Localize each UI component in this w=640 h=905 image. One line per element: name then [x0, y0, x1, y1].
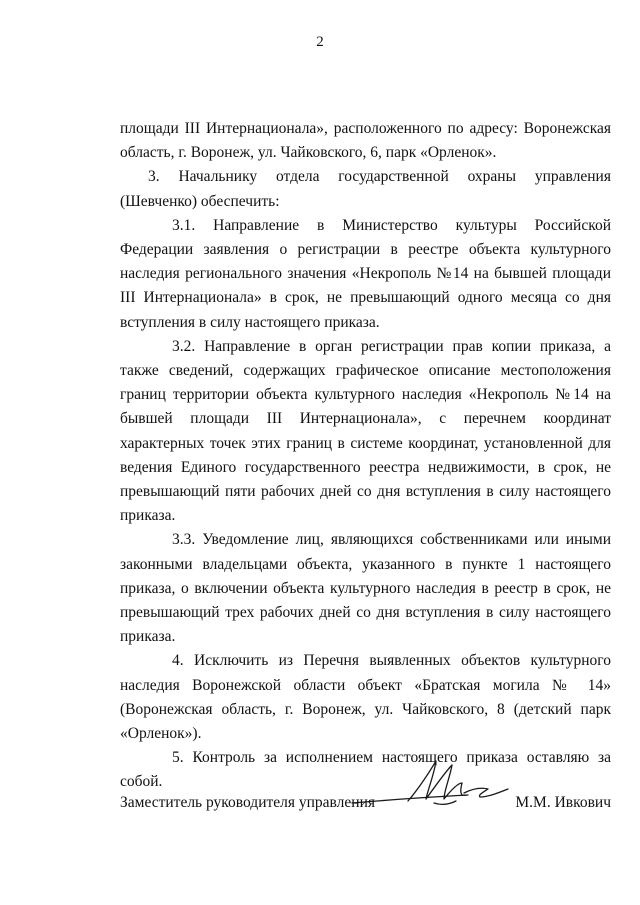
page-number: 2 — [316, 34, 324, 50]
paragraph-3-1: 3.1. Направление в Министерство культуры Российской Федерации заявления о регистрации в реестре объекта культурного наследия регионального значения «Некрополь №14 на бывшей площади III Интернационала» в срок, не превышающий одного месяца со дня вступления в силу настоящего приказа. — [120, 216, 611, 331]
signatory-name: М.М. Ивкович — [515, 794, 611, 811]
paragraph-3-word: отдела — [275, 168, 320, 186]
signature-block — [120, 787, 611, 827]
paragraph-5: 5. Контроль за исполнением настоящего приказа оставляю за собой. — [120, 749, 611, 791]
handwritten-signature-icon — [348, 757, 518, 829]
paragraph-continuation: площади III Интернационала», расположенного по адресу: Воронежская область, г. Воронеж, ул. Чайковского, 6, парк «Орленок». — [120, 120, 611, 162]
paragraph-3-rest: (Шевченко) обеспечить: — [120, 192, 280, 210]
paragraph-4: 4. Исключить из Перечня выявленных объектов культурного наследия Воронежской области объект «Братская могила № 14» (Воронежская область, г. Воронеж, ул. Чайковского, 8 (детский парк «Орленок»). — [120, 652, 611, 743]
paragraph-3-3: 3.3. Уведомление лиц, являющихся собственниками или иными законными владельцами объекта, указанного в пункте 1 настоящего приказа, о включении объекта культурного наследия в реестр в срок, не превышающий трех рабочих дней со дня вступления в силу настоящего приказа. — [120, 531, 611, 646]
paragraph-3-first-line — [120, 165, 611, 189]
document-body — [120, 117, 611, 795]
paragraph-3-word: государственной — [338, 168, 449, 186]
paragraph-3-number: 3. — [148, 168, 160, 186]
paragraph-3-word: охраны — [467, 168, 517, 186]
signatory-title: Заместитель руководителя управления — [120, 794, 376, 811]
paragraph-3-word: Начальнику — [178, 168, 258, 186]
paragraph-3-2: 3.2. Направление в орган регистрации прав копии приказа, а также сведений, содержащих графическое описание местоположения границ территории объекта культурного наследия «Некрополь №14 на бывшей площади III Интернационала», с перечнем координат характерных точек этих границ в системе координат, установленной для ведения Единого государственного реестра недвижимости, в срок, не превышающий пяти рабочих дней со дня вступления в силу настоящего приказа. — [120, 337, 611, 525]
paragraph-3-word: управления — [534, 168, 611, 186]
